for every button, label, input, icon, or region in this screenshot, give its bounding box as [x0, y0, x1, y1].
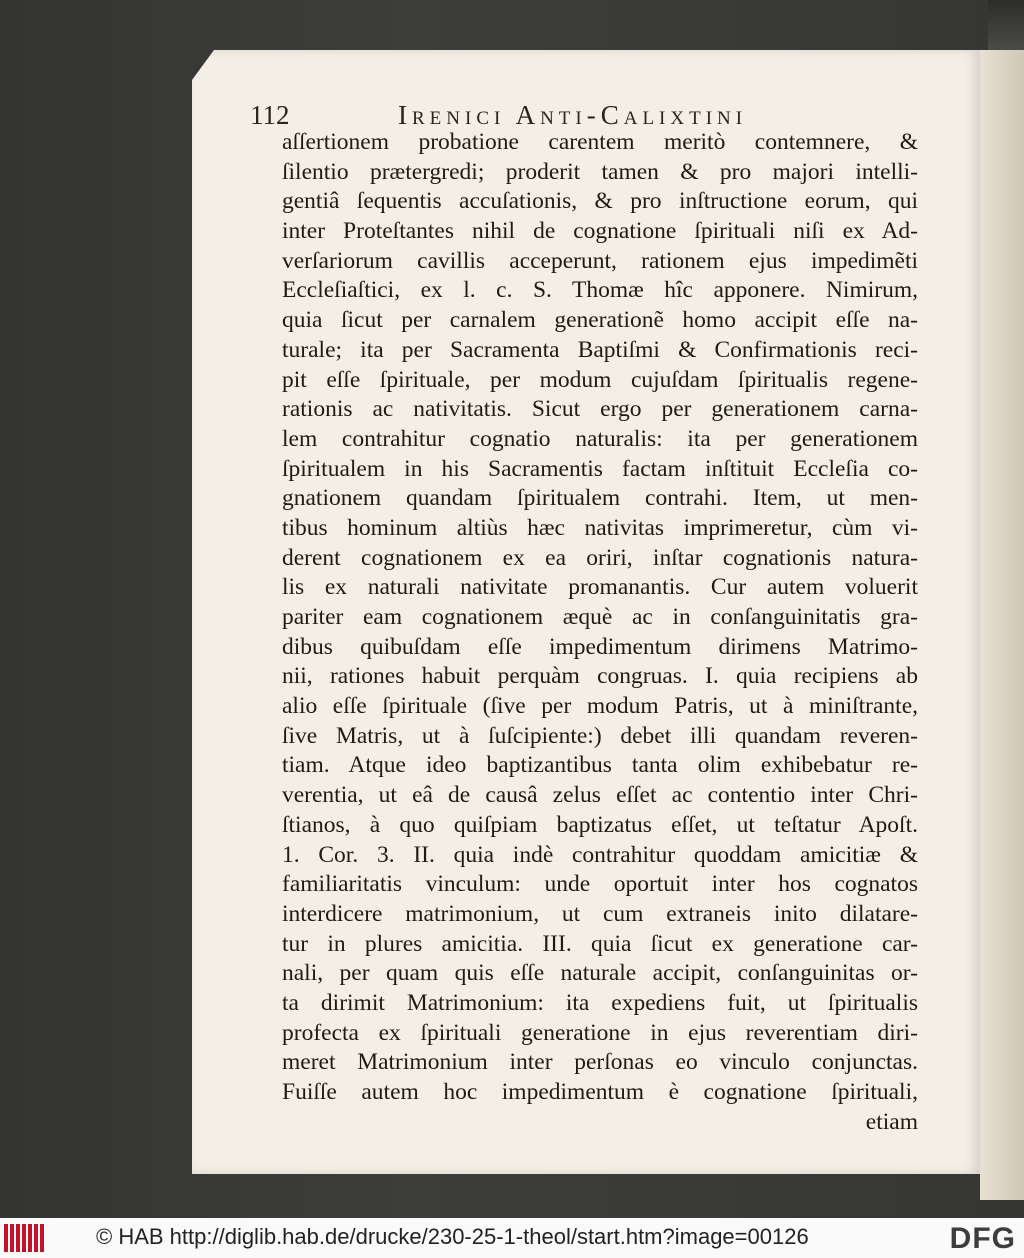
text-line: gnationem quandam ſpiritualem contrahi. Item, ut men- [282, 485, 918, 512]
body-text [282, 128, 918, 1137]
text-line: meret Matrimonium inter perſonas eo vinculo conjunctas. [282, 1049, 918, 1076]
text-line: quia ſicut per carnalem generationẽ homo accipit eſſe na- [282, 307, 918, 334]
neighbor-page [980, 50, 1024, 1200]
text-line: tiam. Atque ideo baptizantibus tanta olim exhibebatur re- [282, 752, 918, 779]
text-line: nali, per quam quis eſſe naturale accipit, conſanguinitas or- [282, 960, 918, 987]
text-line: familiaritatis vinculum: unde oportuit inter hos cognatos [282, 871, 918, 898]
text-line: pit eſſe ſpirituale, per modum cujuſdam ſpiritualis regene- [282, 366, 918, 393]
text-line: etiam [865, 1108, 918, 1135]
text-line: aſſertionem probatione carentem meritò contemnere, & [282, 129, 918, 155]
text-line: dibus quibuſdam eſſe impedimentum dirimens Matrimo- [282, 633, 918, 660]
text-line: alio eſſe ſpirituale (ſive per modum Patris, ut à miniſtrante, [282, 693, 918, 720]
text-line: nii, rationes habuit perquàm congruas. I. quia recipiens ab [282, 663, 918, 690]
copyright-link[interactable]: © HAB http://diglib.hab.de/drucke/230-25-1-theol/start.htm?image=00126 [96, 1224, 809, 1249]
text-line: pariter eam cognationem æquè ac in conſanguinitatis gra- [282, 604, 918, 630]
text-line: verentia, ut eâ de causâ zelus eſſet ac contentio inter Chri- [282, 782, 918, 809]
text-line: tur in plures amicitia. III. quia ſicut ex generatione car- [282, 930, 918, 957]
text-line: 1. Cor. 3. II. quia indè contrahitur quoddam amicitiæ & [282, 841, 918, 868]
footer-bar [0, 1218, 1024, 1258]
text-line: gentiâ ſequentis accuſationis, & pro inſtructione eorum, qui [282, 188, 918, 215]
dfg-logo[interactable]: DFG [949, 1222, 1016, 1255]
text-line: Fuiſſe autem hoc impedimentum è cognatione ſpirituali, [282, 1079, 918, 1105]
text-line: Eccleſiaſtici, ex l. c. S. Thomæ hîc apponere. Nimirum, [282, 277, 918, 304]
running-title: Irenici Anti-Calixtini [398, 100, 748, 130]
text-line: rationis ac nativitatis. Sicut ergo per generationem carna- [282, 396, 918, 423]
text-line: ſtianos, à quo quiſpiam baptizatus eſſet, ut teſtatur Apoſt. [282, 811, 918, 838]
text-line: ſilentio prætergredi; proderit tamen & pro majori intelli- [282, 158, 918, 185]
hab-logo-icon[interactable] [4, 1224, 44, 1252]
text-line: verſariorum cavillis acceperunt, rationem ejus impedimẽti [282, 247, 918, 274]
text-line: ſive Matris, ut à ſuſcipiente:) debet illi quandam reveren- [282, 722, 918, 749]
text-line: tibus hominum altiùs hæc nativitas imprimeretur, cùm vi- [282, 514, 918, 541]
text-line: turale; ita per Sacramenta Baptiſmi & Confirmationis reci- [282, 336, 918, 363]
page-number: 112 [250, 100, 290, 130]
text-line: lem contrahitur cognatio naturalis: ita per generationem [282, 425, 918, 452]
text-line: derent cognationem ex ea oriri, inſtar cognationis natura- [282, 544, 918, 571]
neighbor-page-edge [988, 0, 1024, 50]
text-line: lis ex naturali nativitate promanantis. Cur autem voluerit [282, 574, 918, 601]
text-line: interdicere matrimonium, ut cum extraneis inito dilatare- [282, 900, 918, 927]
text-line: ta dirimit Matrimonium: ita expediens fuit, ut ſpiritualis [282, 989, 918, 1016]
text-line: profecta ex ſpirituali generatione in ejus reverentiam diri- [282, 1019, 918, 1046]
text-line: inter Proteſtantes nihil de cognatione ſpirituali niſi ex Ad- [282, 218, 918, 245]
text-line: ſpiritualem in his Sacramentis factam inſtituit Eccleſia co- [282, 455, 918, 482]
